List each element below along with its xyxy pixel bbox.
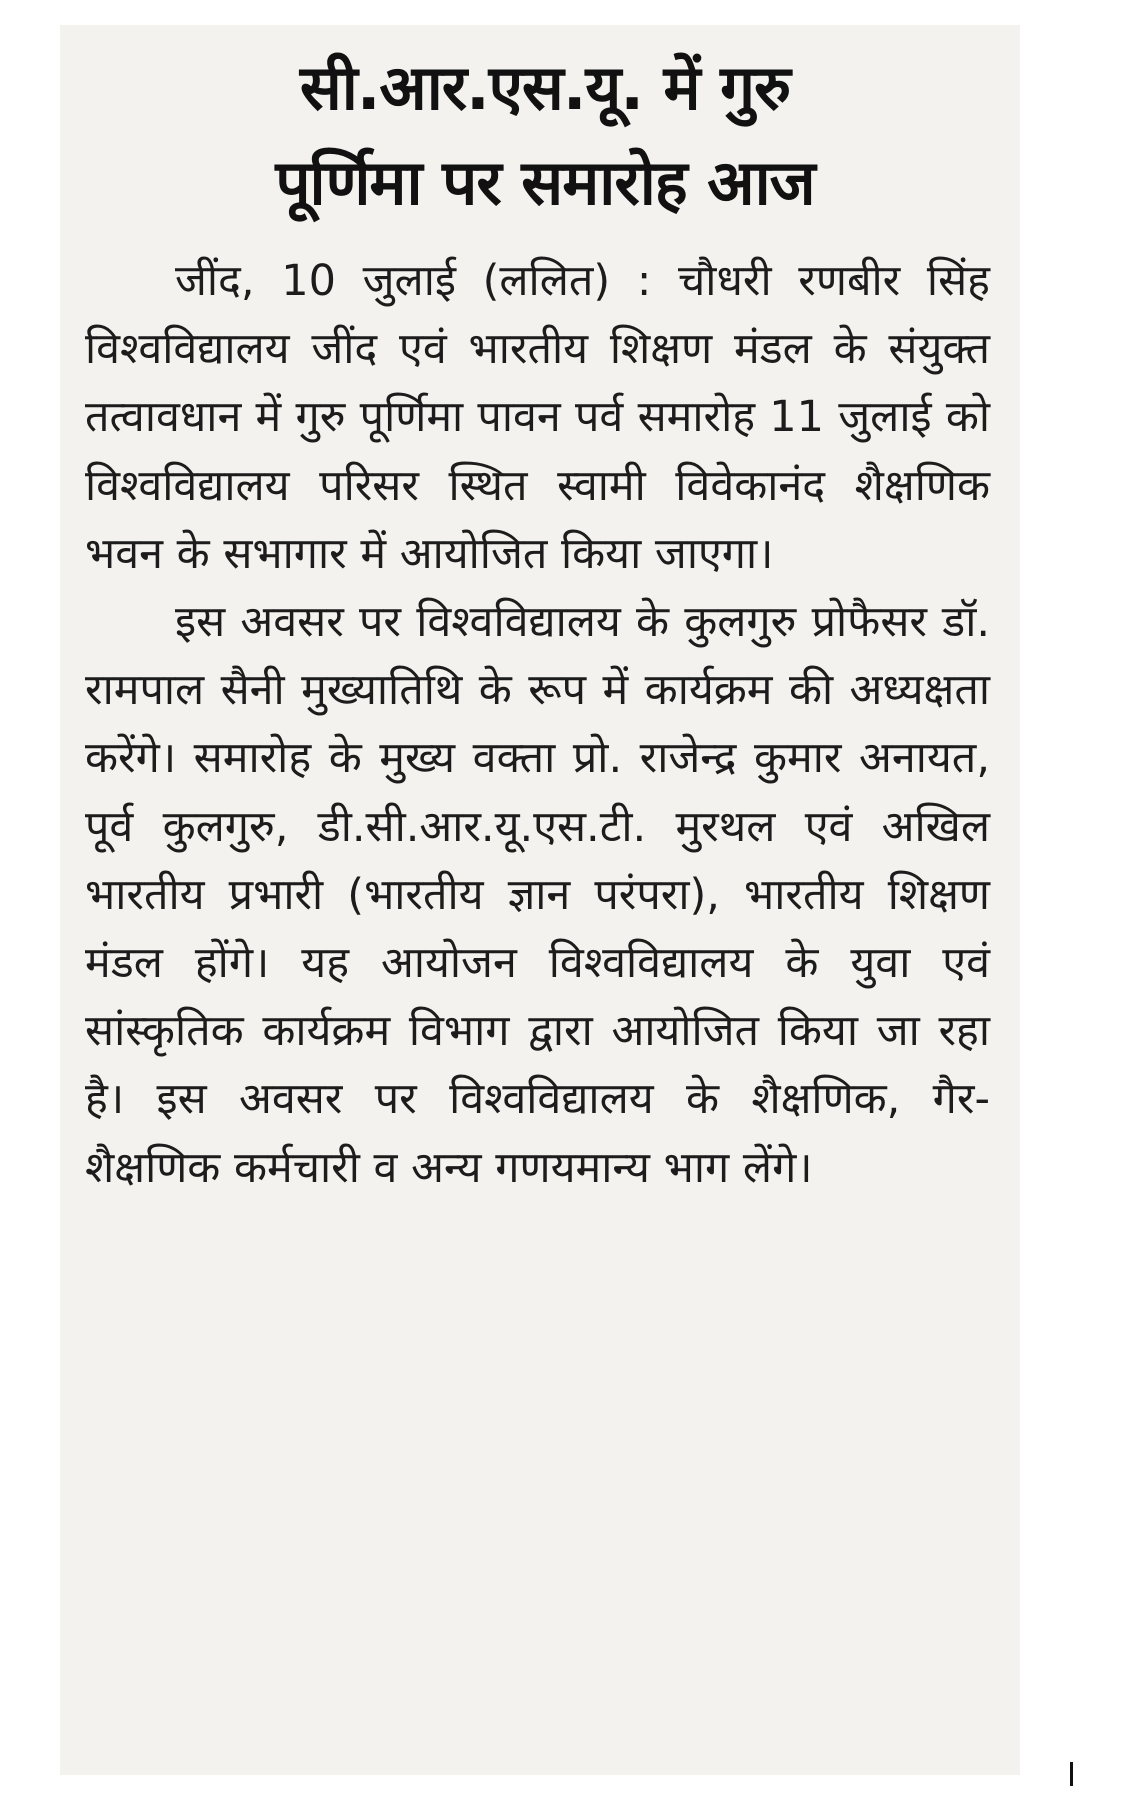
dateline: जींद, 10 जुलाई (ललित) :	[175, 256, 652, 306]
scan-mark	[1070, 1762, 1073, 1786]
article-paragraph-1	[85, 247, 990, 588]
article-paragraph-2: इस अवसर पर विश्वविद्यालय के कुलगुरु प्रोफैसर डॉ. रामपाल सैनी मुख्यातिथि के रूप में कार्यक्रम की अध्यक्षता करेंगे। समारोह के मुख्य वक्ता प्रो. राजेन्द्र कुमार अनायत, पूर्व कुलगुरु, डी.सी.आर.यू.एस.टी. मुरथल एवं अखिल भारतीय प्रभारी (भारतीय ज्ञान परंपरा), भारतीय शिक्षण मंडल होंगे। यह आयोजन विश्वविद्यालय के युवा एवं सांस्कृतिक कार्यक्रम विभाग द्वारा आयोजित किया जा रहा है। इस अवसर पर विश्वविद्यालय के शैक्षणिक, गैर-शैक्षणिक कर्मचारी व अन्य गणयमान्य भाग लेंगे।	[85, 597, 990, 1193]
headline	[80, 40, 1010, 230]
paragraph-1-text: चौधरी रणबीर सिंह विश्वविद्यालय जींद एवं भारतीय शिक्षण मंडल के संयुक्त तत्वावधान में गुरु पूर्णिमा पावन पर्व समारोह 11 जुलाई को विश्वविद्यालय परिसर स्थित स्वामी विवेकानंद शैक्षणिक भवन के सभागार में आयोजित किया जाएगा।	[85, 256, 990, 579]
headline-line-1: सी.आर.एस.यू. में गुरु	[299, 51, 791, 124]
article-body	[85, 247, 990, 1202]
headline-line-2: पूर्णिमा पर समारोह आज	[275, 146, 815, 219]
